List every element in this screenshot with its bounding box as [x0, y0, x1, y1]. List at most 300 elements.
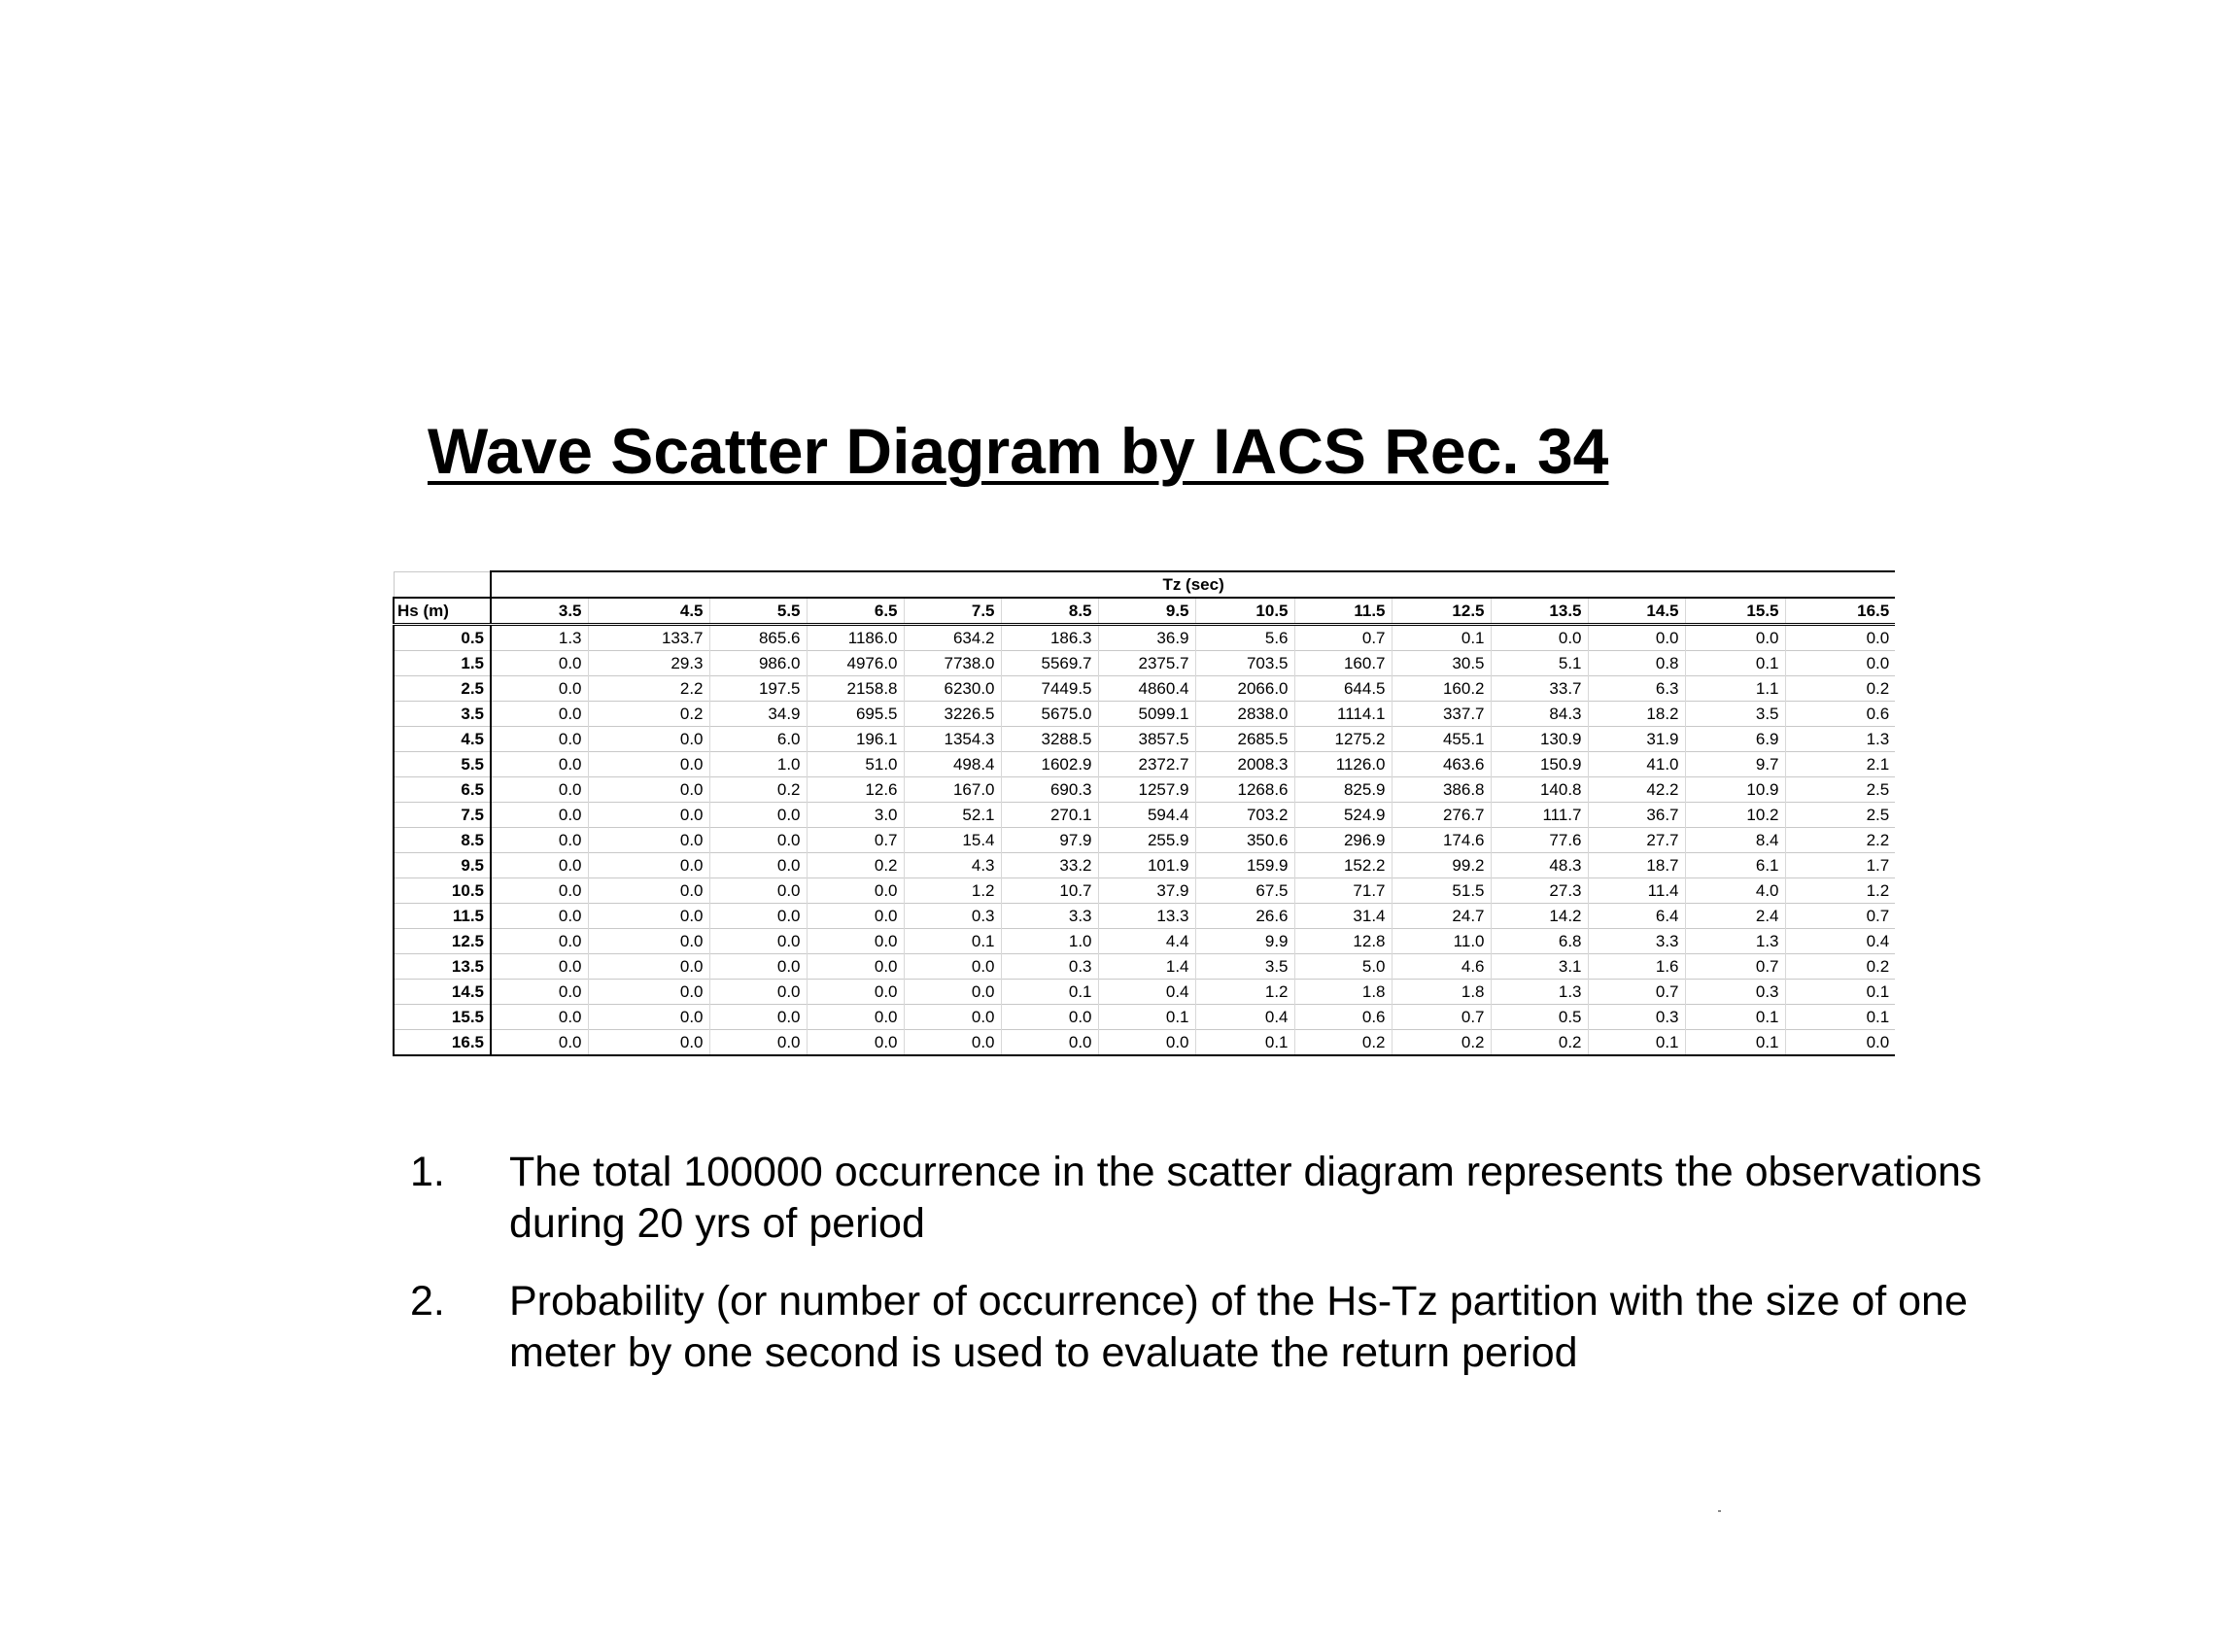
occurrence-cell: 3.5	[1195, 954, 1294, 980]
hs-row-header: 2.5	[394, 676, 491, 702]
occurrence-cell: 1.2	[904, 878, 1001, 904]
occurrence-cell: 0.4	[1098, 980, 1195, 1005]
occurrence-cell: 0.1	[1785, 1005, 1895, 1030]
occurrence-cell: 0.4	[1785, 929, 1895, 954]
occurrence-cell: 24.7	[1392, 904, 1491, 929]
occurrence-cell: 0.0	[491, 752, 588, 777]
occurrence-cell: 255.9	[1098, 828, 1195, 853]
occurrence-cell: 48.3	[1491, 853, 1588, 878]
occurrence-cell: 196.1	[807, 727, 904, 752]
table-row	[394, 954, 1895, 980]
occurrence-cell: 0.0	[491, 954, 588, 980]
occurrence-cell: 31.9	[1588, 727, 1685, 752]
tz-column-header: 16.5	[1785, 598, 1895, 625]
occurrence-cell: 2158.8	[807, 676, 904, 702]
occurrence-cell: 2.1	[1785, 752, 1895, 777]
occurrence-cell: 0.1	[1392, 625, 1491, 651]
table-row	[394, 676, 1895, 702]
tz-column-header: 6.5	[807, 598, 904, 625]
occurrence-cell: 2.4	[1685, 904, 1785, 929]
occurrence-cell: 0.2	[1785, 676, 1895, 702]
occurrence-cell: 276.7	[1392, 803, 1491, 828]
occurrence-cell: 1.6	[1588, 954, 1685, 980]
hs-row-header: 5.5	[394, 752, 491, 777]
occurrence-cell: 1.3	[1685, 929, 1785, 954]
occurrence-cell: 2.2	[588, 676, 709, 702]
occurrence-cell: 2.5	[1785, 777, 1895, 803]
occurrence-cell: 0.0	[709, 980, 807, 1005]
hs-row-header: 4.5	[394, 727, 491, 752]
tz-group-row	[394, 571, 1895, 598]
occurrence-cell: 0.1	[1001, 980, 1098, 1005]
table-row	[394, 752, 1895, 777]
occurrence-cell: 0.0	[1491, 625, 1588, 651]
occurrence-cell: 0.3	[1001, 954, 1098, 980]
occurrence-cell: 2375.7	[1098, 651, 1195, 676]
occurrence-cell: 0.0	[1785, 625, 1895, 651]
occurrence-cell: 3288.5	[1001, 727, 1098, 752]
occurrence-cell: 0.0	[709, 828, 807, 853]
occurrence-cell: 0.1	[1195, 1030, 1294, 1056]
occurrence-cell: 825.9	[1294, 777, 1392, 803]
table-row	[394, 651, 1895, 676]
occurrence-cell: 3226.5	[904, 702, 1001, 727]
occurrence-cell: 8.4	[1685, 828, 1785, 853]
occurrence-cell: 67.5	[1195, 878, 1294, 904]
occurrence-cell: 5569.7	[1001, 651, 1098, 676]
occurrence-cell: 3.0	[807, 803, 904, 828]
occurrence-cell: 9.7	[1685, 752, 1785, 777]
occurrence-cell: 1114.1	[1294, 702, 1392, 727]
occurrence-cell: 1.8	[1392, 980, 1491, 1005]
occurrence-cell: 0.0	[491, 727, 588, 752]
occurrence-cell: 2.5	[1785, 803, 1895, 828]
occurrence-cell: 0.0	[588, 929, 709, 954]
occurrence-cell: 160.7	[1294, 651, 1392, 676]
occurrence-cell: 0.0	[491, 1030, 588, 1056]
table-header	[394, 571, 1895, 625]
occurrence-cell: 34.9	[709, 702, 807, 727]
occurrence-cell: 36.9	[1098, 625, 1195, 651]
hs-row-header: 3.5	[394, 702, 491, 727]
hs-row-header: 8.5	[394, 828, 491, 853]
occurrence-cell: 5.1	[1491, 651, 1588, 676]
occurrence-cell: 0.3	[1588, 1005, 1685, 1030]
occurrence-cell: 0.0	[491, 651, 588, 676]
occurrence-cell: 0.0	[588, 904, 709, 929]
note-text: Probability (or number of occurrence) of the Hs-Tz partition with the size of one meter by one second is used to evaluate the return period	[509, 1278, 1968, 1376]
occurrence-cell: 7449.5	[1001, 676, 1098, 702]
occurrence-cell: 33.2	[1001, 853, 1098, 878]
occurrence-cell: 0.0	[588, 1005, 709, 1030]
occurrence-cell: 3.5	[1685, 702, 1785, 727]
table-row	[394, 803, 1895, 828]
occurrence-cell: 0.0	[807, 980, 904, 1005]
table-row	[394, 929, 1895, 954]
hs-row-header: 0.5	[394, 625, 491, 651]
table-row	[394, 702, 1895, 727]
occurrence-cell: 150.9	[1491, 752, 1588, 777]
occurrence-cell: 0.1	[1685, 651, 1785, 676]
hs-row-header: 6.5	[394, 777, 491, 803]
occurrence-cell: 1.8	[1294, 980, 1392, 1005]
occurrence-cell: 0.8	[1588, 651, 1685, 676]
occurrence-cell: 0.1	[1098, 1005, 1195, 1030]
occurrence-cell: 0.4	[1195, 1005, 1294, 1030]
occurrence-cell: 350.6	[1195, 828, 1294, 853]
occurrence-cell: 0.0	[1588, 625, 1685, 651]
occurrence-cell: 11.0	[1392, 929, 1491, 954]
occurrence-cell: 27.7	[1588, 828, 1685, 853]
tz-column-header: 13.5	[1491, 598, 1588, 625]
table-row	[394, 853, 1895, 878]
occurrence-cell: 0.0	[709, 954, 807, 980]
occurrence-cell: 1.3	[1785, 727, 1895, 752]
occurrence-cell: 0.1	[1588, 1030, 1685, 1056]
occurrence-cell: 84.3	[1491, 702, 1588, 727]
occurrence-cell: 3.1	[1491, 954, 1588, 980]
table-row	[394, 878, 1895, 904]
tz-column-header: 9.5	[1098, 598, 1195, 625]
occurrence-cell: 0.0	[904, 1005, 1001, 1030]
occurrence-cell: 6.4	[1588, 904, 1685, 929]
occurrence-cell: 2008.3	[1195, 752, 1294, 777]
occurrence-cell: 5099.1	[1098, 702, 1195, 727]
hs-row-header: 10.5	[394, 878, 491, 904]
occurrence-cell: 1275.2	[1294, 727, 1392, 752]
occurrence-cell: 2838.0	[1195, 702, 1294, 727]
occurrence-cell: 0.1	[1785, 980, 1895, 1005]
wave-scatter-table	[393, 570, 1895, 1056]
occurrence-cell: 1.4	[1098, 954, 1195, 980]
occurrence-cell: 703.2	[1195, 803, 1294, 828]
occurrence-cell: 6.3	[1588, 676, 1685, 702]
occurrence-cell: 1.0	[1001, 929, 1098, 954]
table-row	[394, 980, 1895, 1005]
hs-row-header: 11.5	[394, 904, 491, 929]
occurrence-cell: 0.0	[1001, 1005, 1098, 1030]
scan-speck	[1718, 1510, 1721, 1512]
occurrence-cell: 101.9	[1098, 853, 1195, 878]
occurrence-cell: 1186.0	[807, 625, 904, 651]
tz-column-header: 15.5	[1685, 598, 1785, 625]
notes-list	[410, 1147, 1984, 1405]
hs-row-header: 16.5	[394, 1030, 491, 1056]
tz-column-group-label: Tz (sec)	[491, 571, 1895, 598]
occurrence-cell: 0.7	[1294, 625, 1392, 651]
occurrence-cell: 3.3	[1001, 904, 1098, 929]
occurrence-cell: 1268.6	[1195, 777, 1294, 803]
occurrence-cell: 6.1	[1685, 853, 1785, 878]
occurrence-cell: 30.5	[1392, 651, 1491, 676]
occurrence-cell: 0.3	[904, 904, 1001, 929]
occurrence-cell: 0.7	[1392, 1005, 1491, 1030]
occurrence-cell: 0.2	[1392, 1030, 1491, 1056]
table-corner-cell	[394, 571, 491, 598]
page-title: Wave Scatter Diagram by IACS Rec. 34	[428, 415, 1609, 487]
occurrence-cell: 9.9	[1195, 929, 1294, 954]
tz-column-header: 11.5	[1294, 598, 1392, 625]
table-row	[394, 1005, 1895, 1030]
occurrence-cell: 0.0	[491, 980, 588, 1005]
occurrence-cell: 6.0	[709, 727, 807, 752]
occurrence-cell: 41.0	[1588, 752, 1685, 777]
occurrence-cell: 0.0	[904, 954, 1001, 980]
occurrence-cell: 27.3	[1491, 878, 1588, 904]
occurrence-cell: 7738.0	[904, 651, 1001, 676]
occurrence-cell: 0.0	[588, 954, 709, 980]
occurrence-cell: 33.7	[1491, 676, 1588, 702]
occurrence-cell: 0.0	[588, 777, 709, 803]
occurrence-cell: 0.0	[1001, 1030, 1098, 1056]
note-number: 2.	[410, 1278, 445, 1325]
occurrence-cell: 1.7	[1785, 853, 1895, 878]
occurrence-cell: 386.8	[1392, 777, 1491, 803]
occurrence-cell: 0.0	[491, 803, 588, 828]
occurrence-cell: 71.7	[1294, 878, 1392, 904]
occurrence-cell: 463.6	[1392, 752, 1491, 777]
occurrence-cell: 0.0	[709, 904, 807, 929]
occurrence-cell: 0.1	[1685, 1030, 1785, 1056]
occurrence-cell: 2066.0	[1195, 676, 1294, 702]
occurrence-cell: 5675.0	[1001, 702, 1098, 727]
occurrence-cell: 498.4	[904, 752, 1001, 777]
occurrence-cell: 0.0	[904, 1030, 1001, 1056]
tz-column-header: 10.5	[1195, 598, 1294, 625]
list-item	[410, 1147, 1984, 1250]
occurrence-cell: 174.6	[1392, 828, 1491, 853]
occurrence-cell: 695.5	[807, 702, 904, 727]
occurrence-cell: 3.3	[1588, 929, 1685, 954]
occurrence-cell: 1126.0	[1294, 752, 1392, 777]
occurrence-cell: 6.8	[1491, 929, 1588, 954]
table-row	[394, 904, 1895, 929]
occurrence-cell: 0.0	[491, 1005, 588, 1030]
occurrence-cell: 36.7	[1588, 803, 1685, 828]
occurrence-cell: 5.6	[1195, 625, 1294, 651]
occurrence-cell: 10.7	[1001, 878, 1098, 904]
occurrence-cell: 3857.5	[1098, 727, 1195, 752]
occurrence-cell: 0.0	[588, 752, 709, 777]
occurrence-cell: 37.9	[1098, 878, 1195, 904]
occurrence-cell: 0.0	[1785, 651, 1895, 676]
occurrence-cell: 10.2	[1685, 803, 1785, 828]
occurrence-cell: 29.3	[588, 651, 709, 676]
occurrence-cell: 0.2	[1785, 954, 1895, 980]
occurrence-cell: 0.0	[588, 853, 709, 878]
occurrence-cell: 0.0	[807, 1030, 904, 1056]
tz-column-header: 4.5	[588, 598, 709, 625]
occurrence-cell: 0.0	[588, 1030, 709, 1056]
occurrence-cell: 337.7	[1392, 702, 1491, 727]
occurrence-cell: 703.5	[1195, 651, 1294, 676]
occurrence-cell: 10.9	[1685, 777, 1785, 803]
occurrence-cell: 1.2	[1785, 878, 1895, 904]
hs-row-header: 7.5	[394, 803, 491, 828]
occurrence-cell: 111.7	[1491, 803, 1588, 828]
occurrence-cell: 140.8	[1491, 777, 1588, 803]
occurrence-cell: 1.3	[1491, 980, 1588, 1005]
occurrence-cell: 1.2	[1195, 980, 1294, 1005]
occurrence-cell: 0.1	[904, 929, 1001, 954]
tz-column-header: 7.5	[904, 598, 1001, 625]
occurrence-cell: 18.2	[1588, 702, 1685, 727]
occurrence-cell: 160.2	[1392, 676, 1491, 702]
hs-row-header: 15.5	[394, 1005, 491, 1030]
occurrence-cell: 0.5	[1491, 1005, 1588, 1030]
occurrence-cell: 5.0	[1294, 954, 1392, 980]
occurrence-cell: 0.0	[491, 828, 588, 853]
occurrence-cell: 15.4	[904, 828, 1001, 853]
occurrence-cell: 0.1	[1685, 1005, 1785, 1030]
occurrence-cell: 0.0	[491, 853, 588, 878]
occurrence-cell: 42.2	[1588, 777, 1685, 803]
note-number: 1.	[410, 1149, 445, 1195]
occurrence-cell: 99.2	[1392, 853, 1491, 878]
occurrence-cell: 13.3	[1098, 904, 1195, 929]
occurrence-cell: 0.7	[1785, 904, 1895, 929]
table-body	[394, 625, 1895, 1056]
occurrence-cell: 0.0	[588, 878, 709, 904]
occurrence-cell: 0.0	[588, 803, 709, 828]
hs-column-label: Hs (m)	[394, 598, 491, 625]
occurrence-cell: 2.2	[1785, 828, 1895, 853]
occurrence-cell: 0.0	[588, 980, 709, 1005]
occurrence-cell: 4860.4	[1098, 676, 1195, 702]
tz-column-header: 5.5	[709, 598, 807, 625]
occurrence-cell: 4976.0	[807, 651, 904, 676]
occurrence-cell: 644.5	[1294, 676, 1392, 702]
tz-column-header: 8.5	[1001, 598, 1098, 625]
table-row	[394, 625, 1895, 651]
occurrence-cell: 130.9	[1491, 727, 1588, 752]
note-text: The total 100000 occurrence in the scatter diagram represents the observations during 20 yrs of period	[509, 1149, 1982, 1247]
occurrence-cell: 197.5	[709, 676, 807, 702]
list-item	[410, 1276, 1984, 1379]
tz-column-header: 3.5	[491, 598, 588, 625]
occurrence-cell: 0.0	[709, 1005, 807, 1030]
occurrence-cell: 0.0	[491, 904, 588, 929]
table-row	[394, 828, 1895, 853]
hs-row-header: 13.5	[394, 954, 491, 980]
occurrence-cell: 14.2	[1491, 904, 1588, 929]
occurrence-cell: 0.2	[1294, 1030, 1392, 1056]
occurrence-cell: 0.0	[491, 878, 588, 904]
occurrence-cell: 0.0	[491, 676, 588, 702]
occurrence-cell: 186.3	[1001, 625, 1098, 651]
occurrence-cell: 77.6	[1491, 828, 1588, 853]
occurrence-cell: 0.2	[588, 702, 709, 727]
occurrence-cell: 0.0	[588, 828, 709, 853]
occurrence-cell: 1.0	[709, 752, 807, 777]
occurrence-cell: 152.2	[1294, 853, 1392, 878]
occurrence-cell: 0.2	[1491, 1030, 1588, 1056]
hs-row-header: 12.5	[394, 929, 491, 954]
occurrence-cell: 0.0	[807, 1005, 904, 1030]
occurrence-cell: 97.9	[1001, 828, 1098, 853]
table-row	[394, 727, 1895, 752]
occurrence-cell: 0.0	[807, 904, 904, 929]
occurrence-cell: 51.0	[807, 752, 904, 777]
occurrence-cell: 133.7	[588, 625, 709, 651]
occurrence-cell: 0.7	[807, 828, 904, 853]
occurrence-cell: 0.0	[807, 954, 904, 980]
occurrence-cell: 594.4	[1098, 803, 1195, 828]
occurrence-cell: 4.3	[904, 853, 1001, 878]
occurrence-cell: 1.1	[1685, 676, 1785, 702]
occurrence-cell: 159.9	[1195, 853, 1294, 878]
occurrence-cell: 0.0	[709, 853, 807, 878]
occurrence-cell: 4.4	[1098, 929, 1195, 954]
occurrence-cell: 296.9	[1294, 828, 1392, 853]
hs-row-header: 9.5	[394, 853, 491, 878]
occurrence-cell: 0.3	[1685, 980, 1785, 1005]
hs-row-header: 1.5	[394, 651, 491, 676]
occurrence-cell: 0.0	[709, 929, 807, 954]
occurrence-cell: 0.0	[1685, 625, 1785, 651]
occurrence-cell: 0.0	[491, 702, 588, 727]
occurrence-cell: 986.0	[709, 651, 807, 676]
occurrence-cell: 524.9	[1294, 803, 1392, 828]
table-row	[394, 777, 1895, 803]
occurrence-cell: 12.8	[1294, 929, 1392, 954]
occurrence-cell: 0.7	[1685, 954, 1785, 980]
occurrence-cell: 12.6	[807, 777, 904, 803]
occurrence-cell: 26.6	[1195, 904, 1294, 929]
occurrence-cell: 0.6	[1294, 1005, 1392, 1030]
occurrence-cell: 0.0	[807, 929, 904, 954]
occurrence-cell: 0.0	[904, 980, 1001, 1005]
hs-row-header: 14.5	[394, 980, 491, 1005]
occurrence-cell: 4.6	[1392, 954, 1491, 980]
occurrence-cell: 455.1	[1392, 727, 1491, 752]
wave-scatter-table-container	[393, 570, 1894, 1056]
occurrence-cell: 270.1	[1001, 803, 1098, 828]
tz-values-row	[394, 598, 1895, 625]
occurrence-cell: 690.3	[1001, 777, 1098, 803]
occurrence-cell: 0.0	[709, 803, 807, 828]
occurrence-cell: 6.9	[1685, 727, 1785, 752]
occurrence-cell: 4.0	[1685, 878, 1785, 904]
tz-column-header: 12.5	[1392, 598, 1491, 625]
occurrence-cell: 0.2	[709, 777, 807, 803]
occurrence-cell: 6230.0	[904, 676, 1001, 702]
occurrence-cell: 1257.9	[1098, 777, 1195, 803]
occurrence-cell: 31.4	[1294, 904, 1392, 929]
tz-column-header: 14.5	[1588, 598, 1685, 625]
occurrence-cell: 0.6	[1785, 702, 1895, 727]
occurrence-cell: 11.4	[1588, 878, 1685, 904]
occurrence-cell: 18.7	[1588, 853, 1685, 878]
occurrence-cell: 0.0	[588, 727, 709, 752]
occurrence-cell: 0.0	[807, 878, 904, 904]
occurrence-cell: 1354.3	[904, 727, 1001, 752]
occurrence-cell: 0.0	[1098, 1030, 1195, 1056]
occurrence-cell: 0.0	[709, 1030, 807, 1056]
occurrence-cell: 52.1	[904, 803, 1001, 828]
occurrence-cell: 2372.7	[1098, 752, 1195, 777]
occurrence-cell: 634.2	[904, 625, 1001, 651]
occurrence-cell: 0.2	[807, 853, 904, 878]
occurrence-cell: 2685.5	[1195, 727, 1294, 752]
occurrence-cell: 1.3	[491, 625, 588, 651]
occurrence-cell: 0.0	[491, 777, 588, 803]
occurrence-cell: 865.6	[709, 625, 807, 651]
occurrence-cell: 1602.9	[1001, 752, 1098, 777]
table-row	[394, 1030, 1895, 1056]
occurrence-cell: 167.0	[904, 777, 1001, 803]
occurrence-cell: 0.0	[709, 878, 807, 904]
